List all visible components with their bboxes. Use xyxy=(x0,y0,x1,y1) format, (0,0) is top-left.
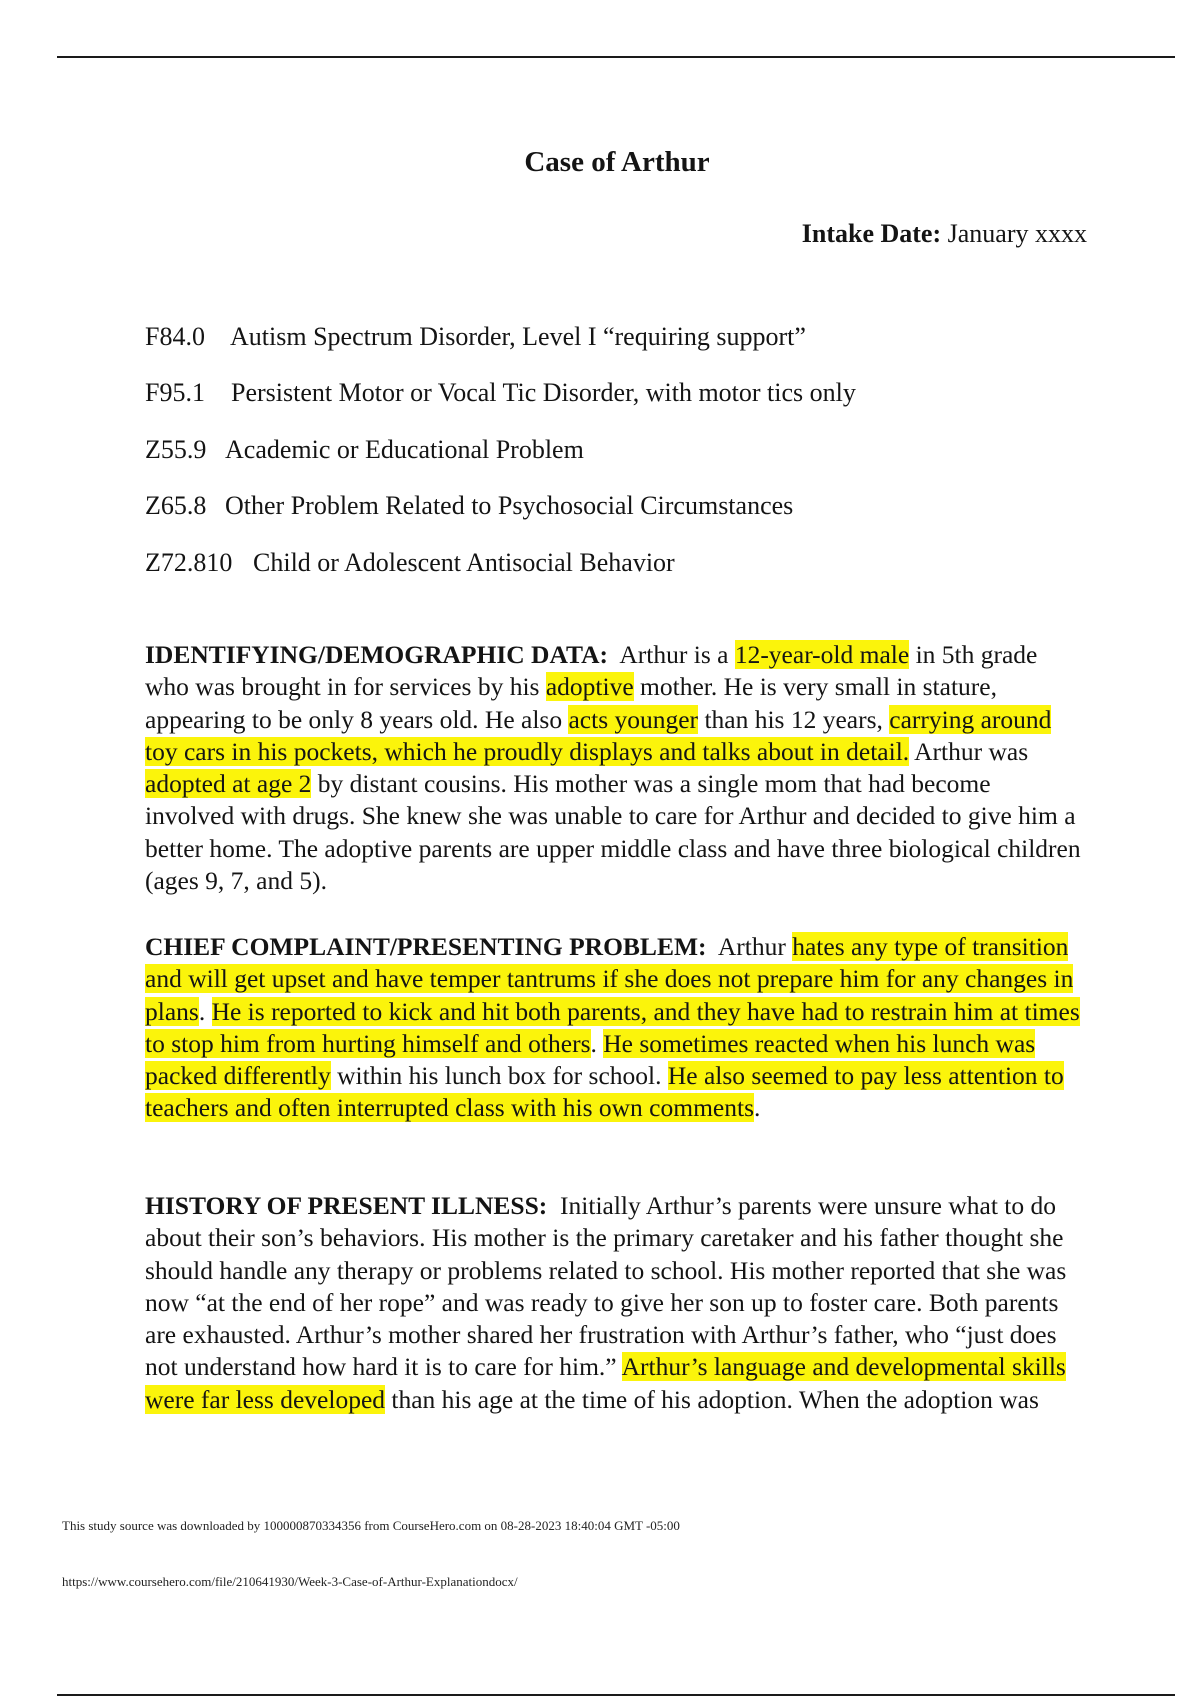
paragraph-text: in 5th grade who was brought in for services by his xyxy=(145,640,1038,702)
diagnosis-description: Child or Adolescent Antisocial Behavior xyxy=(253,548,675,577)
paragraph-text: by distant cousins. His mother was a single mom that had become involved with drugs. She knew she was unable to care for Arthur and decided to give him a better home. The adoptive parents are upper middle class and have three biological children (ages 9, 7, and 5). xyxy=(145,769,1081,896)
highlighted-text: He also seemed to pay less attention to teachers and often interrupted class with his own comments xyxy=(145,1061,1064,1123)
highlighted-text: He is reported to kick and hit both parents, and they have had to restrain him at times to stop him from hurting himself and others xyxy=(145,996,1080,1058)
diagnosis-description: Other Problem Related to Psychosocial Circumstances xyxy=(225,491,794,520)
section-heading: IDENTIFYING/DEMOGRAPHIC DATA: xyxy=(145,640,609,669)
history-section xyxy=(145,1190,1085,1416)
diagnosis-code: F95.1 xyxy=(145,378,205,407)
section-heading: CHIEF COMPLAINT/PRESENTING PROBLEM: xyxy=(145,932,707,961)
diagnosis-code: F84.0 xyxy=(145,322,205,351)
diagnosis-description: Autism Spectrum Disorder, Level I “requiring support” xyxy=(230,322,806,351)
diagnosis-item xyxy=(145,378,856,408)
highlighted-text: He sometimes reacted when his lunch was packed differently xyxy=(145,1028,1036,1091)
paragraph-text: mother. He is very small in stature, appearing to be only 8 years old. He also xyxy=(145,672,997,734)
highlighted-text: adopted at age 2 xyxy=(145,769,312,799)
paragraph-text: Arthur was xyxy=(909,736,1029,766)
intake-date xyxy=(802,219,1087,249)
paragraph-text: Arthur xyxy=(717,932,793,961)
document-title: Case of Arthur xyxy=(524,146,710,178)
paragraph-text: . xyxy=(754,1093,761,1123)
diagnosis-item xyxy=(145,435,584,465)
bottom-rule xyxy=(57,1694,1175,1696)
highlighted-text: carrying around toy cars in his pockets, which he proudly displays and talks about in detail. xyxy=(145,704,1052,766)
intake-date-value: January xxxx xyxy=(947,219,1087,248)
paragraph-text: within his lunch box for school. xyxy=(330,1061,668,1091)
diagnosis-item xyxy=(145,322,806,352)
download-notice: This study source was downloaded by 100000870334356 from CourseHero.com on 08-28-2023 18:40:04 GMT -05:00 xyxy=(62,1518,680,1533)
diagnosis-description: Persistent Motor or Vocal Tic Disorder, with motor tics only xyxy=(231,378,856,407)
diagnosis-code: Z72.810 xyxy=(145,548,233,577)
diagnosis-item xyxy=(145,548,675,578)
chief-complaint-section xyxy=(145,931,1085,1125)
source-url: https://www.coursehero.com/file/210641930/Week-3-Case-of-Arthur-Explanationdocx/ xyxy=(62,1574,518,1589)
highlighted-text: hates any type of transition and will get upset and have temper tantrums if she does not prepare him for any changes in plans xyxy=(145,932,1074,1026)
highlighted-text: acts younger xyxy=(568,704,699,734)
highlighted-text: adoptive xyxy=(545,672,634,702)
paragraph-text: Arthur is a xyxy=(619,640,735,669)
top-rule xyxy=(57,56,1175,58)
paragraph-text: than his 12 years, xyxy=(698,704,890,734)
intake-date-label: Intake Date: xyxy=(801,219,942,248)
diagnosis-item xyxy=(145,491,793,521)
paragraph-text: than his age at the time of his adoption. When the adoption was xyxy=(385,1384,1039,1414)
paragraph-text: . xyxy=(590,1028,604,1058)
paragraph-text: . xyxy=(198,996,212,1026)
highlighted-text: Arthur’s language and developmental skills were far less developed xyxy=(145,1352,1066,1414)
diagnosis-code: Z55.9 xyxy=(145,435,207,464)
diagnosis-description: Academic or Educational Problem xyxy=(225,435,584,464)
highlighted-text: 12-year-old male xyxy=(734,640,910,669)
paragraph-text: Initially Arthur’s parents were unsure what to do about their son’s behaviors. His mother is the primary caretaker and his father thought she should handle any therapy or problems related to school. His mother reported that she was now “at the end of her rope” and was ready to give her son up to foster care. Both parents are exhausted. Arthur’s mother shared her frustration with Arthur’s father, who “just does not understand how hard it is to care for him.” xyxy=(145,1191,1067,1382)
identifying-data-section xyxy=(145,639,1085,897)
section-heading: HISTORY OF PRESENT ILLNESS: xyxy=(145,1191,548,1220)
diagnosis-code: Z65.8 xyxy=(145,491,207,520)
